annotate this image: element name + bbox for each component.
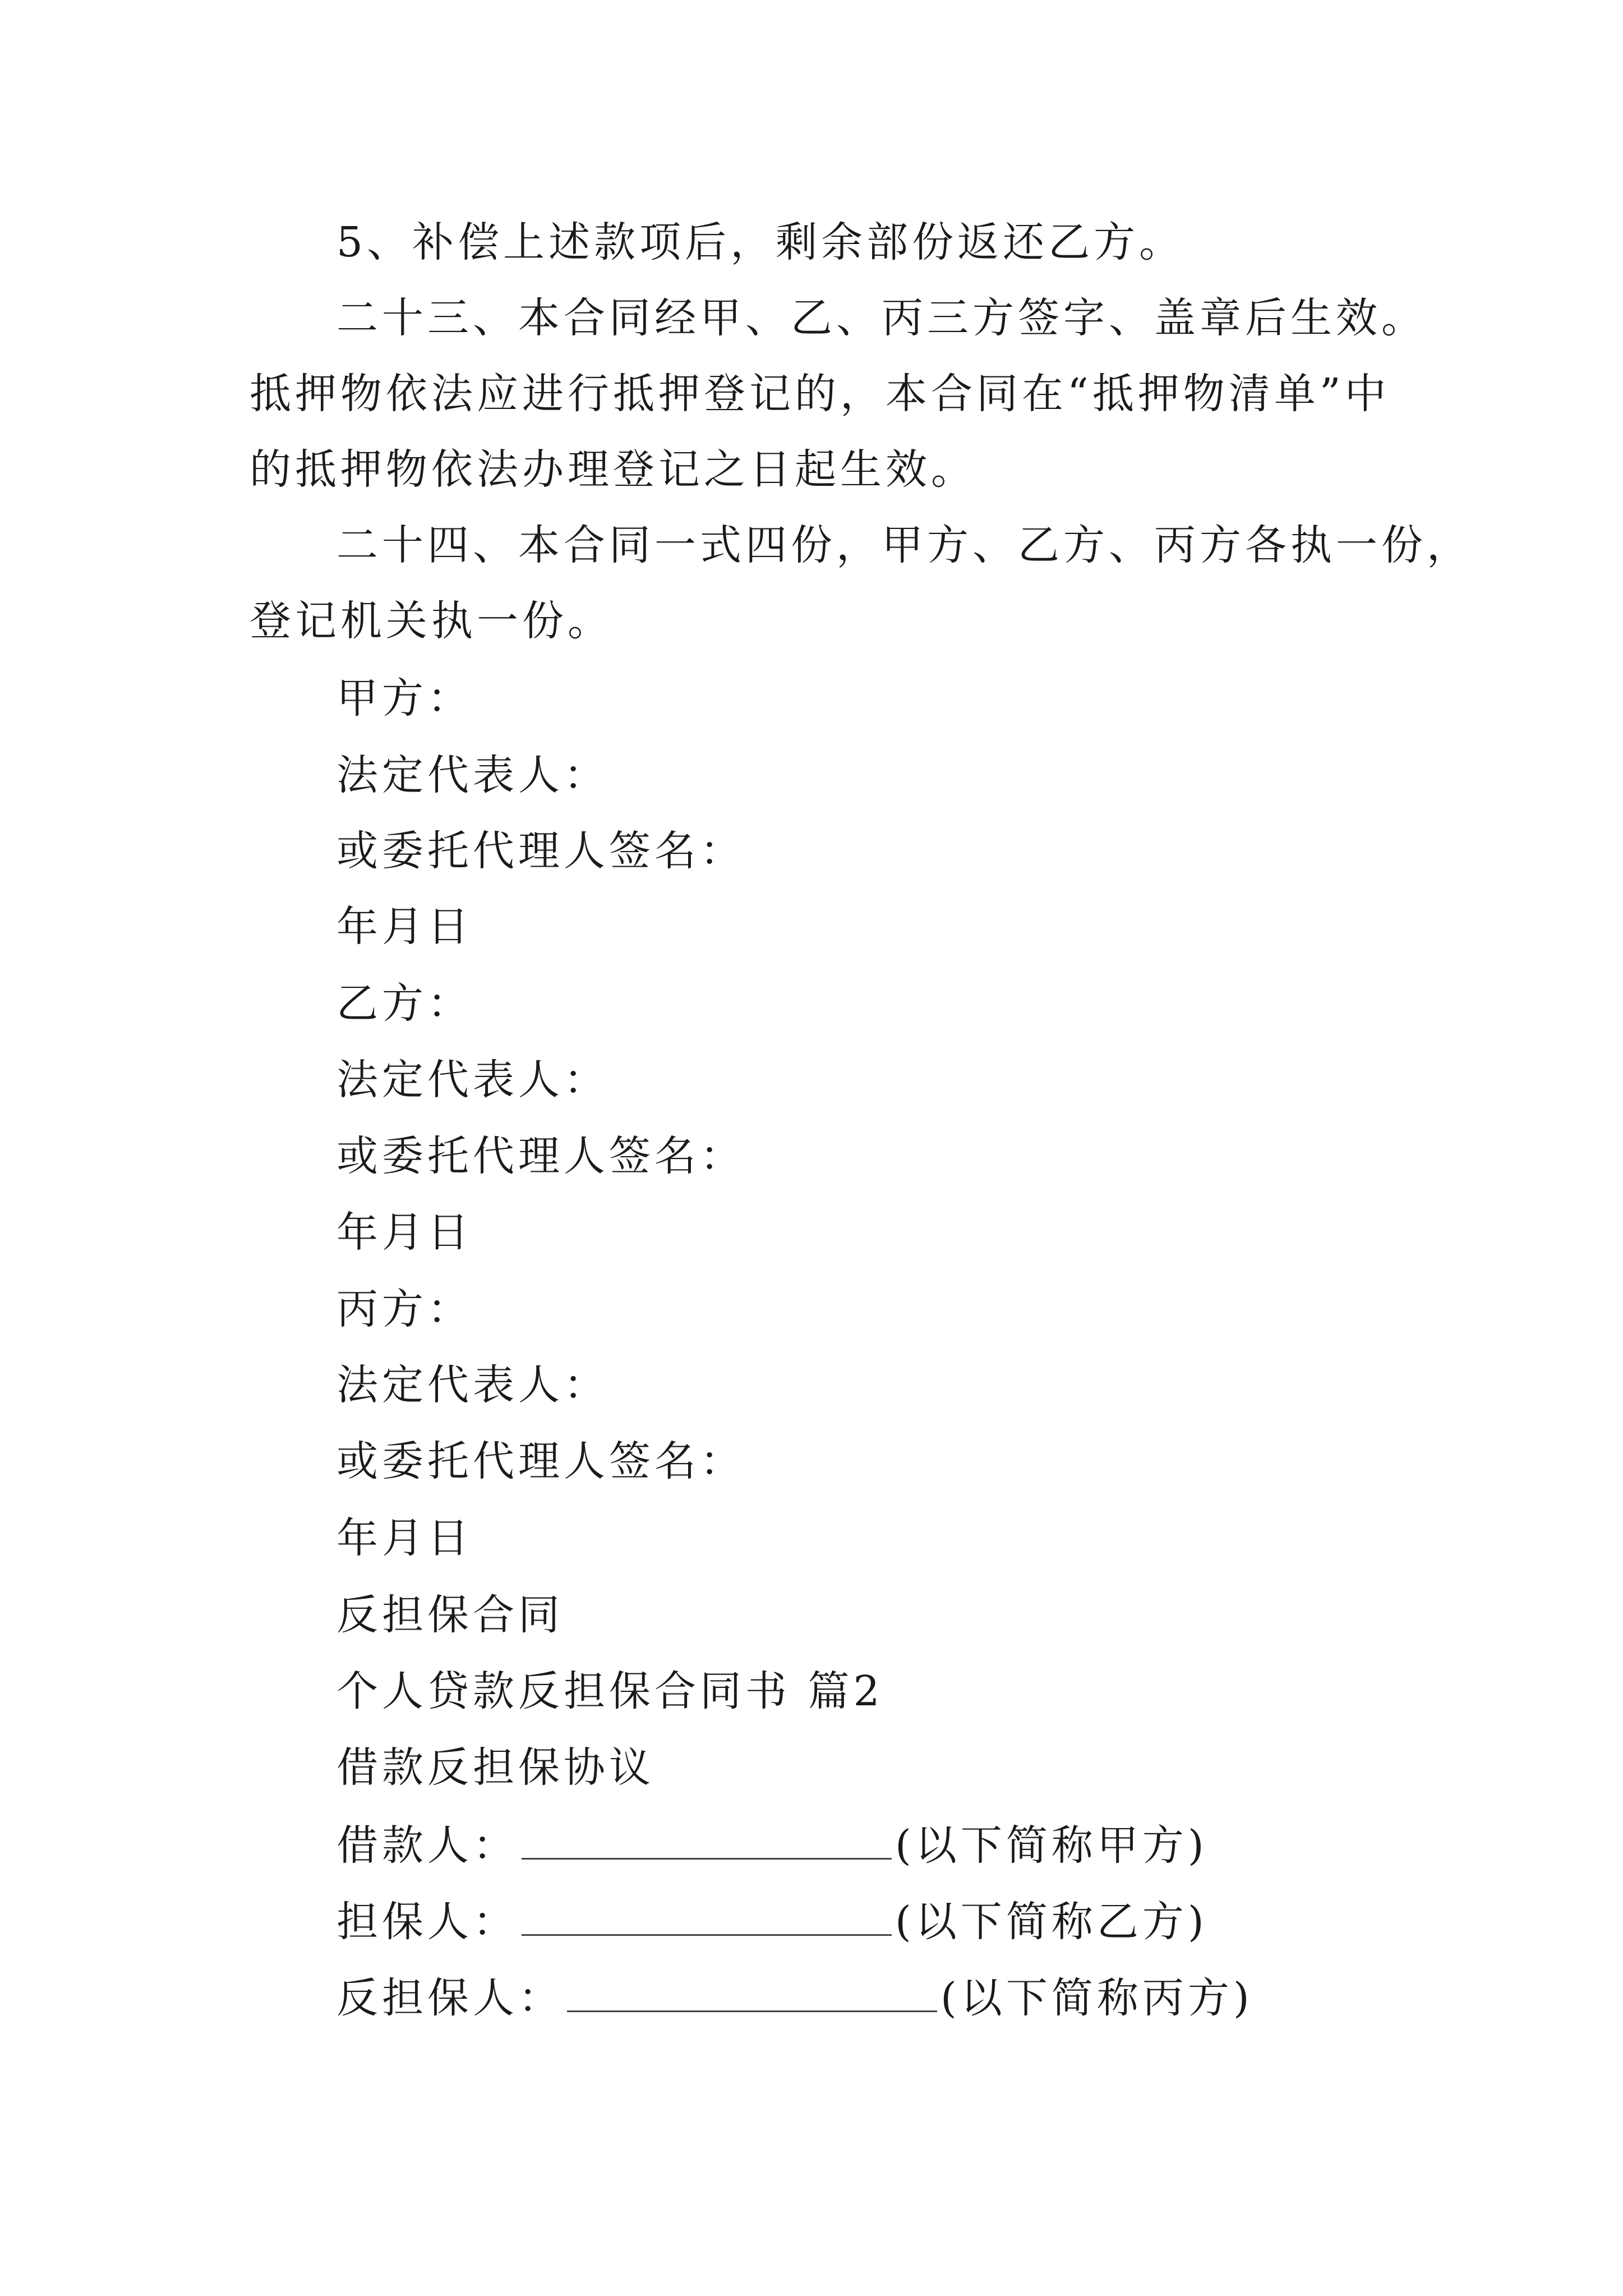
party-b-agent-signature: 或委托代理人签名： [336,1132,745,1180]
borrower-blank[interactable] [522,1823,892,1860]
party-b-legal-rep: 法定代表人： [336,1056,609,1104]
guarantor-blank[interactable] [522,1899,892,1936]
party-a-legal-rep: 法定代表人： [336,751,609,799]
party-b-label: 乙方： [336,979,473,1028]
guarantor-field [336,1898,1208,1946]
party-a-date: 年月日 [336,903,473,951]
guarantor-suffix: (以下简称乙方) [895,1898,1208,1946]
counter-guarantor-suffix: (以下简称丙方) [940,1974,1253,2022]
party-a-label: 甲方： [336,674,473,723]
clause-23-line-3: 的抵押物依法办理登记之日起生效。 [250,445,976,494]
article-title: 个人贷款反担保合同书 篇2 [336,1667,884,1715]
party-c-legal-rep: 法定代表人： [336,1361,609,1409]
agreement-title: 借款反担保协议 [336,1743,654,1792]
party-b-date: 年月日 [336,1208,473,1257]
borrower-field [336,1821,1208,1870]
borrower-label: 借款人： [336,1821,518,1870]
clause-24-line-2: 登记机关执一份。 [250,597,613,645]
clause-24-line-1: 二十四、本合同一式四份，甲方、乙方、丙方各执一份， [336,521,1472,569]
clause-23-line-2: 抵押物依法应进行抵押登记的，本合同在“抵押物清单”中 [250,370,1390,418]
party-c-label: 丙方： [336,1285,473,1333]
counter-guarantor-label: 反担保人： [336,1974,564,2022]
party-a-agent-signature: 或委托代理人签名： [336,827,745,875]
borrower-suffix: (以下简称甲方) [895,1821,1208,1870]
party-c-date: 年月日 [336,1514,473,1562]
clause-5-text: 5、补偿上述款项后，剩余部份返还乙方。 [336,218,1185,266]
party-c-agent-signature: 或委托代理人签名： [336,1437,745,1485]
section-title: 反担保合同 [336,1591,564,1639]
clause-23-line-1: 二十三、本合同经甲、乙、丙三方签字、盖章后生效。 [336,294,1427,342]
counter-guarantor-blank[interactable] [567,1976,937,2012]
counter-guarantor-field [336,1974,1253,2022]
guarantor-label: 担保人： [336,1898,518,1946]
